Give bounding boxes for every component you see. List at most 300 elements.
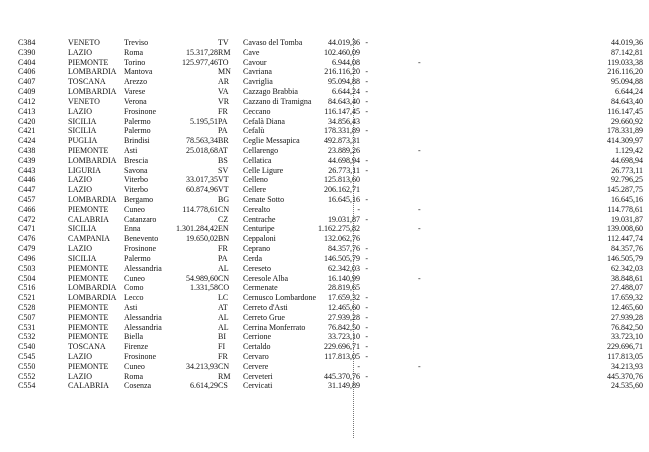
cell-amount-a: 6.614,29: [190, 381, 218, 391]
cell-comune: Cefalù: [243, 126, 265, 136]
cell-region: LAZIO: [68, 47, 92, 57]
cell-province: Savona: [124, 165, 148, 175]
cell-amount-d: 34.213,93: [611, 361, 643, 371]
cell-province: Palermo: [124, 116, 151, 126]
cell-code: C390: [18, 47, 36, 57]
cell-code: C554: [18, 381, 36, 391]
cell-code: C420: [18, 116, 36, 126]
cell-sigla: AL: [218, 312, 229, 322]
cell-amount-a: 54.989,60: [186, 273, 218, 283]
cell-comune: Cave: [243, 47, 260, 57]
cell-region: PIEMONTE: [68, 263, 109, 273]
cell-amount-b: -: [365, 322, 368, 332]
cell-amount-b: -: [365, 195, 368, 204]
cell-code: C550: [18, 361, 36, 371]
cell-amount-d: 84.357,76: [611, 244, 643, 254]
cell-region: SICILIA: [68, 224, 97, 234]
cell-comune: Centrache: [243, 214, 276, 224]
cell-province: Bergamo: [124, 195, 154, 204]
table-row: [18, 264, 643, 274]
table-row: [18, 58, 643, 68]
cell-region: VENETO: [68, 38, 100, 47]
cell-region: PIEMONTE: [68, 57, 109, 67]
cell-amount-d: 17.659,32: [611, 293, 643, 303]
cell-comune: Ceresole Alba: [243, 273, 289, 283]
cell-province: Alessandria: [124, 322, 162, 332]
cell-comune: Ceccano: [243, 106, 271, 116]
cell-sigla: CN: [218, 273, 230, 283]
cell-province: Palermo: [124, 253, 151, 263]
cell-region: LAZIO: [68, 371, 92, 381]
cell-sigla: AL: [218, 263, 229, 273]
cell-code: C528: [18, 302, 36, 312]
cell-code: C447: [18, 185, 36, 195]
cell-amount-d: 6.644,24: [615, 87, 643, 97]
cell-amount-d: 119.033,38: [607, 57, 643, 67]
cell-province: Asti: [124, 302, 138, 312]
cell-comune: Cerrina Monferrato: [243, 322, 306, 332]
cell-amount-d: 117.813,05: [607, 352, 643, 361]
cell-amount-c: 19.031,87: [328, 214, 360, 224]
cell-amount-d: 44.698,94: [611, 155, 643, 165]
cell-amount-d: 216.116,20: [607, 67, 643, 77]
cell-province: Brindisi: [124, 136, 150, 146]
cell-sign: -: [418, 204, 421, 214]
cell-sigla: TV: [218, 38, 229, 47]
cell-amount-c: 44.019,36: [328, 38, 360, 47]
cell-amount-d: 19.031,87: [611, 214, 643, 224]
cell-sigla: FR: [218, 106, 228, 116]
cell-amount-b: -: [365, 77, 368, 87]
table-row: [18, 244, 643, 254]
cell-amount-d: 114.778,61: [607, 204, 643, 214]
cell-amount-a: 114.778,61: [182, 204, 218, 214]
cell-sign: -: [418, 145, 421, 155]
cell-region: CAMPANIA: [68, 234, 110, 244]
cell-comune: Cavour: [243, 57, 267, 67]
cell-amount-b: -: [365, 342, 368, 352]
cell-code: C531: [18, 322, 36, 332]
cell-code: C545: [18, 352, 36, 361]
cell-amount-c: 492.873,31: [324, 136, 360, 146]
cell-sigla: AT: [218, 302, 228, 312]
cell-amount-b: -: [365, 126, 368, 136]
cell-sigla: CN: [218, 204, 230, 214]
cell-comune: Cellatica: [243, 155, 272, 165]
cell-amount-a: 33.017,35: [186, 175, 218, 185]
cell-comune: Ceprano: [243, 244, 271, 254]
cell-code: C496: [18, 253, 36, 263]
cell-amount-d: 27.488,07: [611, 283, 643, 293]
cell-code: C438: [18, 145, 36, 155]
cell-code: C443: [18, 165, 36, 175]
cell-province: Roma: [124, 371, 144, 381]
cell-amount-c: 117.813,05: [324, 352, 360, 361]
cell-province: Roma: [124, 47, 144, 57]
table-row: [18, 313, 643, 323]
cell-amount-c: 445.370,76: [324, 371, 360, 381]
cell-amount-b: -: [365, 332, 368, 342]
cell-amount-d: 1.129,42: [615, 145, 643, 155]
cell-region: PUGLIA: [68, 136, 98, 146]
cell-province: Torino: [124, 57, 146, 67]
table-row: [18, 48, 643, 58]
cell-sigla: FR: [218, 244, 228, 254]
table-row: [18, 38, 643, 48]
cell-amount-d: 24.535,60: [611, 381, 643, 391]
municipal-table: [18, 38, 643, 391]
cell-sigla: CS: [218, 381, 228, 391]
cell-amount-d: 33.723,10: [611, 332, 643, 342]
cell-region: LOMBARDIA: [68, 67, 117, 77]
cell-amount-c: 102.460,09: [324, 47, 360, 57]
cell-amount-b: -: [365, 87, 368, 97]
cell-sigla: PA: [218, 253, 228, 263]
cell-province: Enna: [124, 224, 141, 234]
table-row: [18, 136, 643, 146]
cell-comune: Cavriana: [243, 67, 272, 77]
cell-amount-c: 229.696,71: [324, 342, 360, 352]
cell-amount-b: -: [365, 67, 368, 77]
cell-province: Cuneo: [124, 204, 145, 214]
cell-amount-c: 6.944,08: [332, 57, 360, 67]
cell-amount-c: 28.819,65: [328, 283, 360, 293]
cell-region: LAZIO: [68, 352, 92, 361]
cell-amount-d: 145.287,75: [607, 185, 643, 195]
cell-code: C457: [18, 195, 36, 204]
cell-code: C507: [18, 312, 36, 322]
cell-amount-c: 16.645,16: [328, 195, 360, 204]
cell-comune: Cazzano di Tramigna: [243, 96, 312, 106]
cell-amount-a: 5.195,51: [190, 116, 218, 126]
cell-region: PIEMONTE: [68, 273, 109, 283]
cell-sigla: BI: [218, 332, 226, 342]
cell-region: PIEMONTE: [68, 312, 109, 322]
cell-amount-c: -: [357, 361, 360, 371]
table-row: [18, 205, 643, 215]
cell-amount-c: 116.147,45: [324, 106, 360, 116]
cell-comune: Cernusco Lombardone: [243, 293, 317, 303]
cell-comune: Cerveteri: [243, 371, 273, 381]
cell-code: C540: [18, 342, 36, 352]
cell-sign: -: [418, 224, 421, 234]
cell-sigla: AT: [218, 145, 228, 155]
cell-comune: Cavaso del Tomba: [243, 38, 303, 47]
cell-code: C424: [18, 136, 36, 146]
cell-amount-c: -: [357, 204, 360, 214]
cell-amount-d: 84.643,40: [611, 96, 643, 106]
cell-sigla: BS: [218, 155, 228, 165]
cell-comune: Celle Ligure: [243, 165, 284, 175]
cell-amount-c: 34.856,43: [328, 116, 360, 126]
cell-amount-b: -: [365, 352, 368, 361]
cell-amount-c: 178.331,89: [324, 126, 360, 136]
cell-amount-b: -: [365, 155, 368, 165]
table-row: [18, 97, 643, 107]
cell-province: Como: [124, 283, 144, 293]
cell-amount-b: -: [365, 302, 368, 312]
cell-province: Frosinone: [124, 352, 156, 361]
cell-region: PIEMONTE: [68, 361, 109, 371]
cell-amount-d: 112.447,74: [607, 234, 643, 244]
cell-code: C521: [18, 293, 36, 303]
cell-amount-d: 12.465,60: [611, 302, 643, 312]
cell-province: Catanzaro: [124, 214, 157, 224]
cell-region: SICILIA: [68, 253, 97, 263]
table-row: [18, 342, 643, 352]
cell-amount-d: 38.848,61: [611, 273, 643, 283]
cell-comune: Cervere: [243, 361, 269, 371]
cell-province: Brescia: [124, 155, 148, 165]
cell-region: LAZIO: [68, 185, 92, 195]
cell-code: C504: [18, 273, 36, 283]
cell-province: Firenze: [124, 342, 148, 352]
cell-sign: -: [418, 273, 421, 283]
table-row: [18, 372, 643, 382]
cell-amount-c: 76.842,50: [328, 322, 360, 332]
table-row: [18, 107, 643, 117]
cell-amount-d: 445.370,76: [607, 371, 643, 381]
cell-region: LOMBARDIA: [68, 195, 117, 204]
cell-sigla: LC: [218, 293, 229, 303]
cell-comune: Cerealto: [243, 204, 271, 214]
cell-comune: Centuripe: [243, 224, 275, 234]
cell-sigla: SV: [218, 165, 229, 175]
cell-amount-a: 125.977,46: [182, 57, 218, 67]
cell-province: Cuneo: [124, 273, 145, 283]
cell-sigla: AR: [218, 77, 230, 87]
table-row: [18, 234, 643, 244]
cell-amount-b: -: [365, 293, 368, 303]
cell-province: Alessandria: [124, 312, 162, 322]
table-row: [18, 87, 643, 97]
cell-sign: -: [418, 361, 421, 371]
cell-code: C412: [18, 96, 36, 106]
cell-region: PIEMONTE: [68, 204, 109, 214]
cell-amount-b: -: [365, 38, 368, 47]
cell-amount-a: 19.650,02: [186, 234, 218, 244]
cell-sigla: EN: [218, 224, 229, 234]
cell-amount-d: 92.796,25: [611, 175, 643, 185]
cell-amount-c: 84.643,40: [328, 96, 360, 106]
cell-comune: Cellarengo: [243, 145, 279, 155]
cell-amount-a: 15.317,28: [186, 47, 218, 57]
cell-comune: Cermenate: [243, 283, 278, 293]
cell-region: LOMBARDIA: [68, 293, 117, 303]
cell-region: LAZIO: [68, 175, 92, 185]
cell-amount-b: -: [365, 312, 368, 322]
cell-sigla: PA: [218, 126, 228, 136]
table-row: [18, 332, 643, 342]
cell-sigla: FR: [218, 352, 228, 361]
cell-amount-c: 27.939,28: [328, 312, 360, 322]
cell-amount-c: 23.889,26: [328, 145, 360, 155]
cell-province: Lecco: [124, 293, 144, 303]
cell-amount-c: 12.465,60: [328, 302, 360, 312]
cell-comune: Cazzago Brabbia: [243, 87, 298, 97]
cell-amount-d: 178.331,89: [607, 126, 643, 136]
cell-amount-c: 84.357,76: [328, 244, 360, 254]
cell-sigla: MN: [218, 67, 231, 77]
cell-amount-a: 25.018,68: [186, 145, 218, 155]
table-row: [18, 67, 643, 77]
cell-region: LOMBARDIA: [68, 87, 117, 97]
table-row: [18, 283, 643, 293]
cell-amount-c: 1.162.275,82: [318, 224, 360, 234]
cell-sigla: BN: [218, 234, 230, 244]
table-row: [18, 224, 643, 234]
cell-region: SICILIA: [68, 126, 97, 136]
cell-amount-b: -: [365, 371, 368, 381]
cell-code: C479: [18, 244, 36, 254]
cell-code: C471: [18, 224, 36, 234]
cell-amount-a: 1.301.284,42: [176, 224, 218, 234]
cell-province: Treviso: [124, 38, 149, 47]
cell-code: C516: [18, 283, 36, 293]
cell-amount-a: 34.213,93: [186, 361, 218, 371]
cell-code: C421: [18, 126, 36, 136]
cell-amount-c: 206.162,71: [324, 185, 360, 195]
cell-region: SICILIA: [68, 116, 97, 126]
cell-amount-d: 44.019,36: [611, 38, 643, 47]
cell-code: C466: [18, 204, 36, 214]
table-row: [18, 77, 643, 87]
cell-region: LAZIO: [68, 106, 92, 116]
cell-province: Verona: [124, 96, 147, 106]
cell-region: PIEMONTE: [68, 145, 109, 155]
table-row: [18, 352, 643, 362]
table-row: [18, 274, 643, 284]
cell-amount-c: 44.698,94: [328, 155, 360, 165]
cell-sigla: TO: [218, 57, 229, 67]
cell-code: C476: [18, 234, 36, 244]
cell-sigla: RM: [218, 47, 231, 57]
cell-amount-c: 33.723,10: [328, 332, 360, 342]
cell-amount-b: -: [365, 96, 368, 106]
cell-province: Cosenza: [124, 381, 152, 391]
cell-sigla: VR: [218, 96, 230, 106]
cell-amount-d: 229.696,71: [607, 342, 643, 352]
table-row: [18, 362, 643, 372]
cell-region: PIEMONTE: [68, 332, 109, 342]
cell-sign: -: [418, 57, 421, 67]
cell-amount-d: 87.142,81: [611, 47, 643, 57]
cell-code: C384: [18, 38, 36, 47]
cell-amount-d: 62.342,03: [611, 263, 643, 273]
cell-region: PIEMONTE: [68, 322, 109, 332]
cell-code: C503: [18, 263, 36, 273]
cell-amount-d: 139.008,60: [607, 224, 643, 234]
cell-province: Frosinone: [124, 244, 156, 254]
table-row: [18, 215, 643, 225]
cell-comune: Cefalà Diana: [243, 116, 285, 126]
cell-comune: Celleno: [243, 175, 268, 185]
cell-comune: Ceppaloni: [243, 234, 276, 244]
cell-amount-d: 95.094,88: [611, 77, 643, 87]
cell-comune: Cenate Sotto: [243, 195, 285, 204]
cell-comune: Cervicati: [243, 381, 273, 391]
cell-region: LIGURIA: [68, 165, 101, 175]
cell-comune: Cereseto: [243, 263, 271, 273]
cell-comune: Cavriglia: [243, 77, 273, 87]
cell-amount-a: 1.331,58: [190, 283, 218, 293]
cell-province: Mantova: [124, 67, 153, 77]
cell-province: Benevento: [124, 234, 159, 244]
cell-amount-c: 95.094,88: [328, 77, 360, 87]
table-row: [18, 185, 643, 195]
table-row: [18, 293, 643, 303]
cell-code: C439: [18, 155, 36, 165]
table-row: [18, 323, 643, 333]
cell-sigla: VA: [218, 87, 229, 97]
cell-amount-a: 60.874,96: [186, 185, 218, 195]
cell-amount-d: 76.842,50: [611, 322, 643, 332]
cell-region: VENETO: [68, 96, 100, 106]
table-row: [18, 303, 643, 313]
cell-region: PIEMONTE: [68, 302, 109, 312]
cell-region: TOSCANA: [68, 77, 106, 87]
cell-amount-b: -: [365, 263, 368, 273]
cell-amount-c: 62.342,03: [328, 263, 360, 273]
cell-comune: Cellere: [243, 185, 267, 195]
table-row: [18, 195, 643, 205]
cell-amount-d: 29.660,92: [611, 116, 643, 126]
cell-sigla: CZ: [218, 214, 229, 224]
table-row: [18, 146, 643, 156]
cell-sigla: PA: [218, 116, 228, 126]
cell-code: C532: [18, 332, 36, 342]
cell-code: C552: [18, 371, 36, 381]
table-row: [18, 166, 643, 176]
cell-province: Viterbo: [124, 175, 148, 185]
cell-province: Biella: [124, 332, 144, 342]
cell-code: C413: [18, 106, 36, 116]
table-row: [18, 381, 643, 391]
table-row: [18, 126, 643, 136]
cell-amount-c: 26.773,11: [328, 165, 360, 175]
cell-sigla: BG: [218, 195, 230, 204]
cell-sigla: FI: [218, 342, 226, 352]
cell-code: C407: [18, 77, 36, 87]
cell-province: Palermo: [124, 126, 151, 136]
cell-province: Arezzo: [124, 77, 148, 87]
cell-comune: Cervaro: [243, 352, 269, 361]
cell-amount-d: 16.645,16: [611, 195, 643, 204]
cell-amount-b: -: [365, 253, 368, 263]
cell-code: C409: [18, 87, 36, 97]
table-row: [18, 156, 643, 166]
cell-sigla: RM: [218, 371, 231, 381]
cell-amount-c: 31.149,89: [328, 381, 360, 391]
cell-amount-c: 6.644,24: [332, 87, 360, 97]
table-row: [18, 175, 643, 185]
cell-sigla: VT: [218, 175, 229, 185]
cell-province: Viterbo: [124, 185, 148, 195]
cell-amount-d: 146.505,79: [607, 253, 643, 263]
cell-province: Varese: [124, 87, 146, 97]
cell-code: C446: [18, 175, 36, 185]
cell-amount-c: 146.505,79: [324, 253, 360, 263]
cell-amount-b: -: [365, 165, 368, 175]
cell-comune: Certaldo: [243, 342, 271, 352]
cell-amount-b: -: [365, 106, 368, 116]
cell-amount-d: 116.147,45: [607, 106, 643, 116]
cell-sigla: AL: [218, 322, 229, 332]
cell-amount-b: -: [365, 214, 368, 224]
cell-region: LOMBARDIA: [68, 283, 117, 293]
cell-code: C406: [18, 67, 36, 77]
cell-code: C404: [18, 57, 36, 67]
